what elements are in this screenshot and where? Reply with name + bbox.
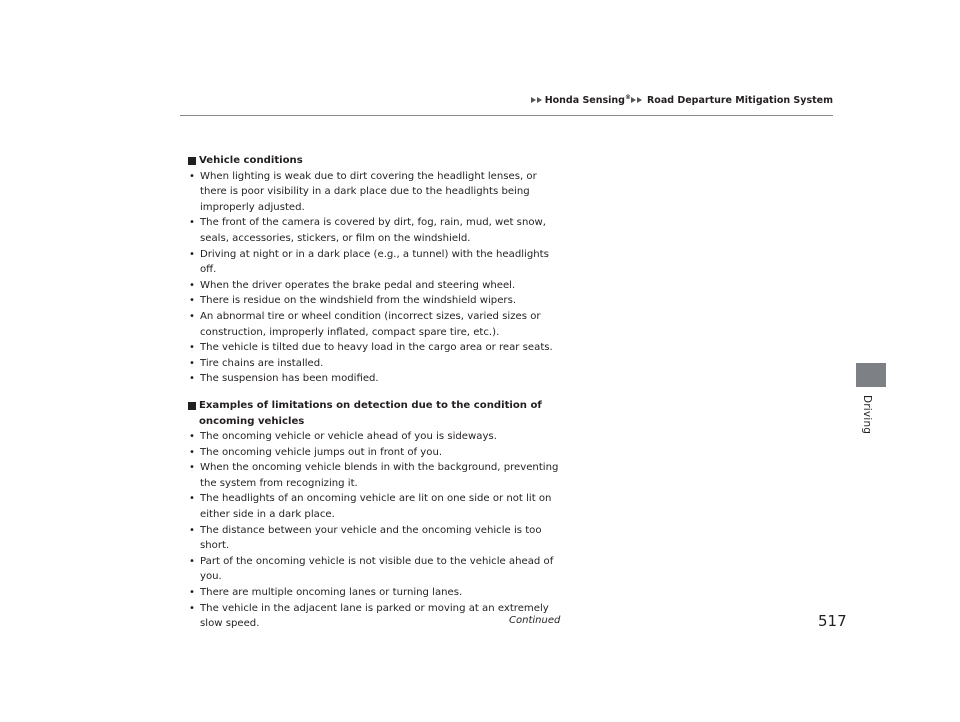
oncoming-vehicles-list xyxy=(188,429,566,632)
chapter-tab-label[interactable]: Driving xyxy=(861,395,873,435)
page-number: 517 xyxy=(818,612,847,630)
list-item: • The oncoming vehicle jumps out in front of you. xyxy=(189,446,443,458)
list-item: • The vehicle in the adjacent lane is parked or moving at an extremely slow speed. xyxy=(189,602,549,630)
list-item: • The suspension has been modified. xyxy=(189,373,379,385)
list-item: • Driving at night or in a dark place (e.g., a tunnel) with the headlights off. xyxy=(189,248,549,276)
list-item: • When the driver operates the brake pedal and steering wheel. xyxy=(189,279,516,291)
triangle-arrow-icon xyxy=(531,97,536,103)
list-item: • An abnormal tire or wheel condition (incorrect sizes, varied sizes or construction, improperly inflated, compact spare tire, etc.). xyxy=(189,310,541,338)
breadcrumb-item-honda-sensing[interactable]: Honda Sensing® xyxy=(544,94,631,107)
square-bullet-icon xyxy=(188,402,196,410)
square-bullet-icon xyxy=(188,157,196,165)
list-item: • Tire chains are installed. xyxy=(189,357,324,369)
continued-label: Continued xyxy=(509,615,561,626)
vehicle-conditions-list xyxy=(188,169,566,387)
list-item: • The distance between your vehicle and the oncoming vehicle is too short. xyxy=(189,524,542,552)
list-item: • There is residue on the windshield from the windshield wipers. xyxy=(189,295,517,307)
header-divider xyxy=(180,115,833,116)
list-item: • Part of the oncoming vehicle is not visible due to the vehicle ahead of you. xyxy=(189,555,554,583)
list-item: • The vehicle is tilted due to heavy load in the cargo area or rear seats. xyxy=(189,342,553,354)
chapter-tab-marker xyxy=(856,363,886,387)
list-item: • There are multiple oncoming lanes or turning lanes. xyxy=(189,587,463,599)
list-item: • When the oncoming vehicle blends in with the background, preventing the system from recognizing it. xyxy=(189,462,559,489)
breadcrumb-item-road-departure[interactable]: Road Departure Mitigation System xyxy=(646,94,833,106)
section-heading-vehicle-conditions: Vehicle conditions xyxy=(188,153,566,169)
list-item: • The headlights of an oncoming vehicle are lit on one side or not lit on either side in a dark place. xyxy=(189,493,552,521)
page-content xyxy=(188,153,566,632)
section-heading-oncoming-vehicles: Examples of limitations on detection due to the condition of oncoming vehicles xyxy=(188,398,566,429)
list-item: • The front of the camera is covered by dirt, fog, rain, mud, wet snow, seals, accessories, stickers, or film on the windshield. xyxy=(189,217,546,244)
triangle-arrow-icon xyxy=(631,97,636,103)
list-item: • When lighting is weak due to dirt covering the headlight lenses, or there is poor visibility in a dark place due to the headlights being improperly adjusted. xyxy=(189,170,537,213)
list-item: • The oncoming vehicle or vehicle ahead of you is sideways. xyxy=(189,431,497,443)
triangle-arrow-icon xyxy=(637,97,642,103)
triangle-arrow-icon xyxy=(537,97,542,103)
breadcrumb xyxy=(531,94,833,106)
